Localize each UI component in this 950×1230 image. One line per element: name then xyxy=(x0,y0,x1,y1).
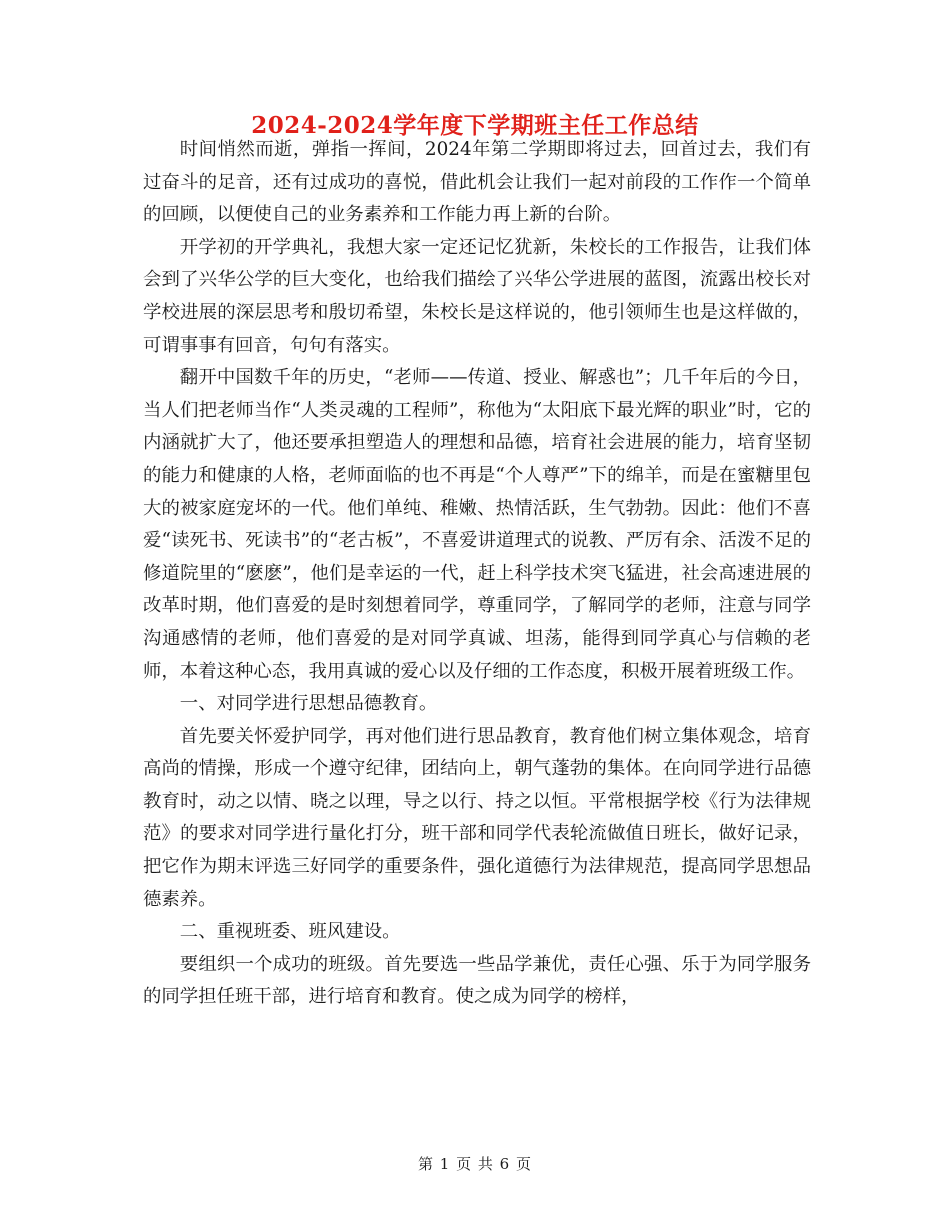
section-heading-1: 一、对同学进行思想品德教育。 xyxy=(179,693,438,715)
paragraph-moral-education: 首先要关怀爱护同学，再对他们进行思品教育，教育他们树立集体观念，培育高尚的情操，形成一个遵守纪律，团结向上，朝气蓬勃的集体。在向同学进行品德教育时，动之以情、晓之以理，导之以行、持之以恒。平常根据学校《行为法律规范》的要求对同学进行量化打分，班干部和同学代表轮流做值日班长，做好记录，把它作为期末评选三好同学的重要条件，强化道德行为法律规范，提高同学思想品德素养。 xyxy=(143,725,811,910)
document-title: 2024-2024学年度下学期班主任工作总结 xyxy=(251,112,699,139)
paragraph-intro: 时间悄然而逝，弹指一挥间，2024年第二学期即将过去，回首过去，我们有过奋斗的足音，还有过成功的喜悦，借此机会让我们一起对前段的工作作一个简单的回顾，以便使自己的业务素养和工作能力再上新的台阶。 xyxy=(143,139,811,226)
section-heading-2: 二、重视班委、班风建设。 xyxy=(179,921,401,943)
paragraph-class-committee: 要组织一个成功的班级。首先要选一些品学兼优，责任心强、乐于为同学服务的同学担任班干部，进行培育和教育。使之成为同学的榜样， xyxy=(143,953,811,1008)
document-body xyxy=(143,134,811,1014)
page-footer: 第 1 页 共 6 页 xyxy=(418,1155,532,1173)
paragraph-opening-ceremony: 开学初的开学典礼，我想大家一定还记忆犹新，朱校长的工作报告，让我们体会到了兴华公学的巨大变化，也给我们描绘了兴华公学进展的蓝图，流露出校长对学校进展的深层思考和殷切希望，朱校长是这样说的，他引领师生也是这样做的，可谓事事有回音，句句有落实。 xyxy=(143,236,811,356)
paragraph-teacher-role: 翻开中国数千年的历史，“老师——传道、授业、解惑也”；几千年后的今日，当人们把老师当作“人类灵魂的工程师”，称他为“太阳底下最光辉的职业”时，它的内涵就扩大了，他还要承担塑造人的理想和品德，培育社会进展的能力，培育坚韧的能力和健康的人格，老师面临的也不再是“个人尊严”下的绵羊，而是在蜜糖里包大的被家庭宠坏的一代。他们单纯、稚嫩、热情活跃，生气勃勃。因此：他们不喜爱“读死书、死读书”的“老古板”，不喜爱讲道理式的说教、严厉有余、活泼不足的修道院里的“麽麽”，他们是幸运的一代，赶上科学技术突飞猛进，社会高速进展的改革时期，他们喜爱的是时刻想着同学，尊重同学，了解同学的老师，注意与同学沟通感情的老师，他们喜爱的是对同学真诚、坦荡，能得到同学真心与信赖的老师，本着这种心态，我用真诚的爱心以及仔细的工作态度，积极开展着班级工作。 xyxy=(143,367,811,682)
